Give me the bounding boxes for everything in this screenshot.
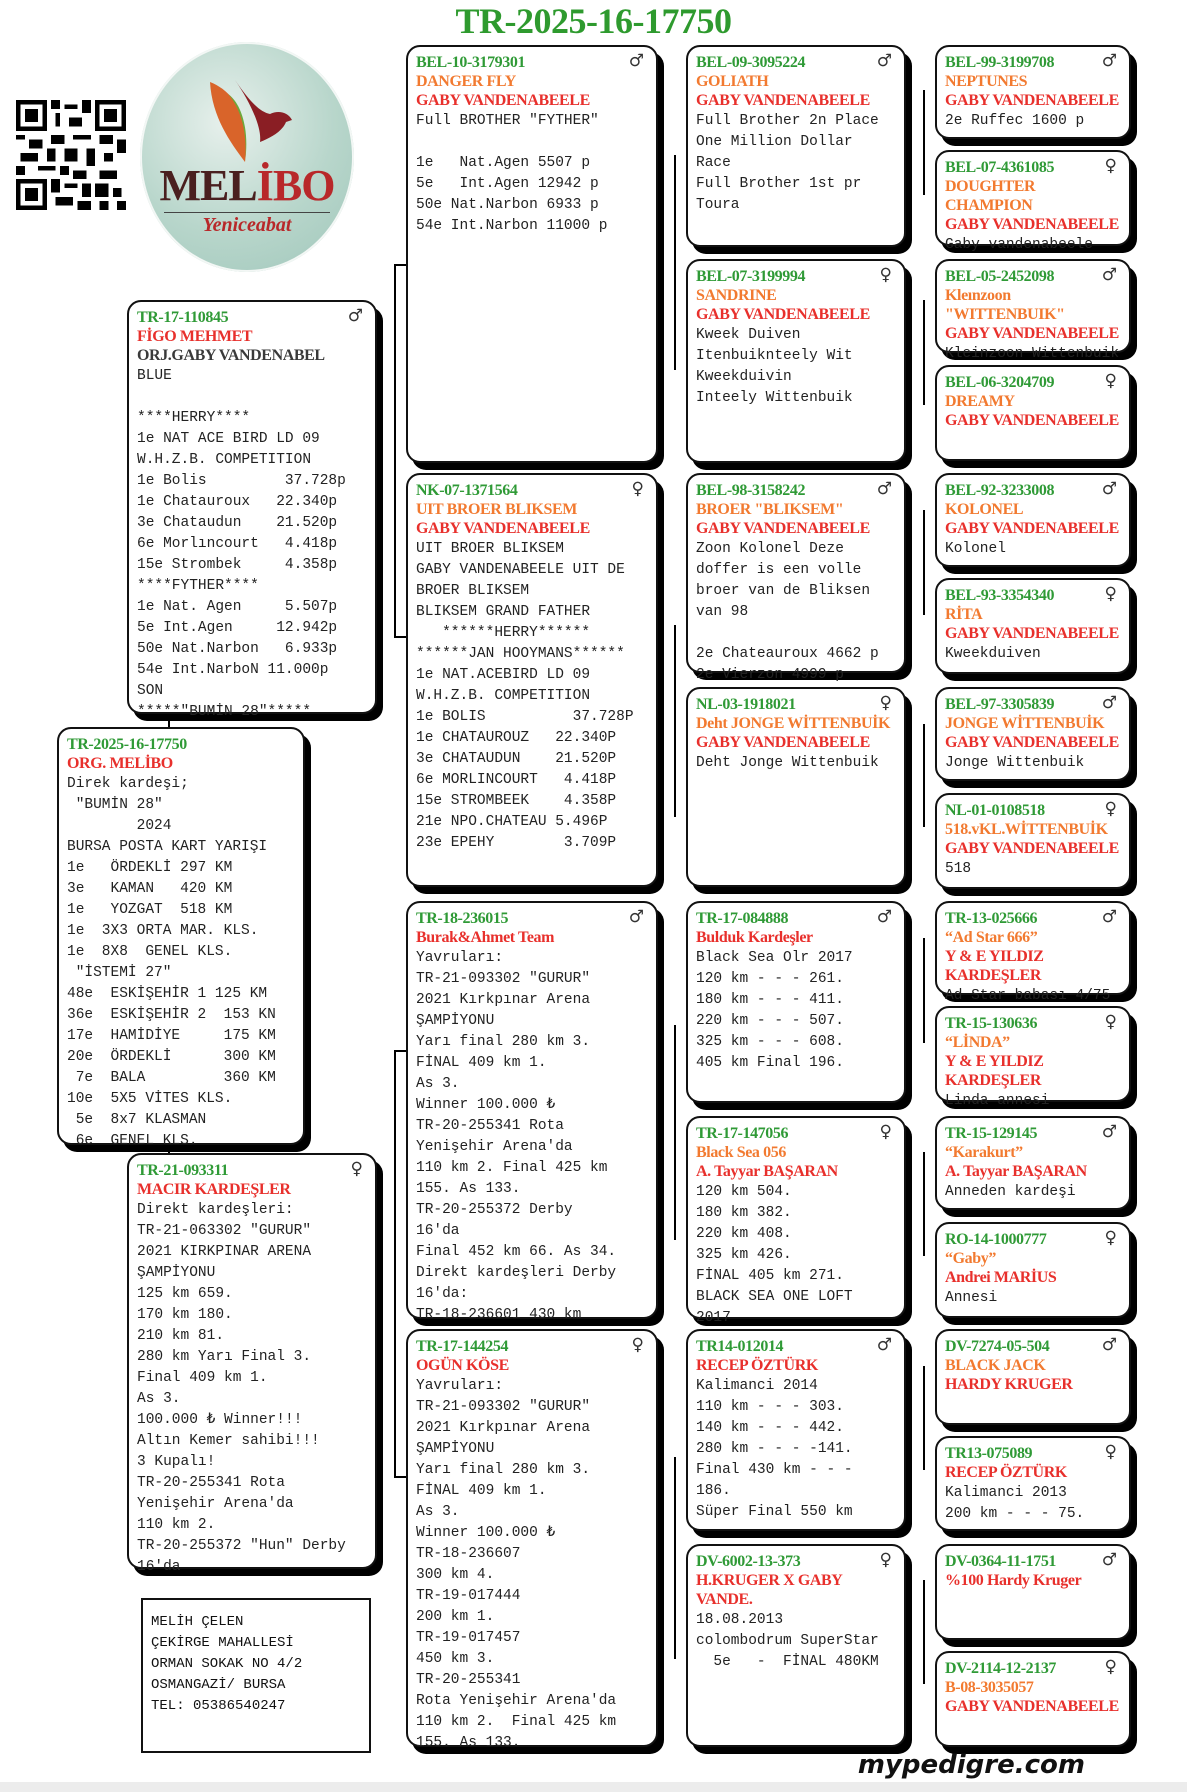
bird-name: OGÜN KÖSE	[416, 1357, 509, 1374]
connector-line	[674, 1457, 676, 1659]
bird-name: “Gaby”	[945, 1250, 996, 1267]
pedigree-card-dsds[interactable]	[935, 1116, 1131, 1210]
connector-line	[923, 724, 925, 827]
ring-number: TR13-075089	[945, 1445, 1033, 1462]
owner-name: GABY VANDENABEELE	[945, 1698, 1119, 1715]
ring-number: BEL-98-3158242	[696, 482, 806, 499]
connector-line	[923, 300, 925, 405]
owner-name: HARDY KRUGER	[945, 1376, 1073, 1393]
connector-line	[923, 90, 925, 195]
logo-brand: MELİBO	[159, 161, 335, 210]
connector-line	[923, 1580, 925, 1684]
bird-notes: UIT BROER BLIKSEM GABY VANDENABEELE UIT DE BROER BLIKSEM BLIKSEM GRAND FATHER ******HERRY****** ******JAN HOOYMANS****** 1e NAT.ACEBIRD LD 09 W.H.Z.B. COMPETITION 1e BOLIS 37.728P 1e CHATAUROUZ 22.340P 3e CHATAUDUN 21.520P 6e MORLINCOURT 4.418P 15e STROMBEEK 4.358P 21e NPO.CHATEAU 5.496P 23e EPEHY 3.709P	[416, 541, 634, 851]
bird-notes: Kolonel	[945, 541, 1006, 557]
pedigree-card-sire[interactable]	[127, 300, 377, 720]
pedigree-card-ssdd[interactable]	[935, 365, 1131, 461]
bird-notes: Anneden kardeşi	[945, 1184, 1076, 1200]
pedigree-card-sdds[interactable]	[935, 687, 1131, 781]
owner-name: %100 Hardy Kruger	[945, 1572, 1082, 1589]
pedigree-card-ssss[interactable]	[935, 45, 1131, 139]
pedigree-card-dsd[interactable]	[686, 1116, 906, 1326]
male-icon: ♂	[876, 51, 892, 71]
pedigree-card-dam-dam[interactable]	[406, 1329, 658, 1751]
ring-number: BEL-05-2452098	[945, 268, 1055, 285]
female-icon: ♀	[1104, 1012, 1117, 1032]
site-watermark[interactable]: mypedigre.com	[857, 1750, 1085, 1780]
ring-number: BEL-92-3233008	[945, 482, 1055, 499]
pedigree-card-sdd[interactable]	[686, 687, 906, 887]
ring-number: DV-7274-05-504	[945, 1338, 1050, 1355]
pedigree-card-dddd[interactable]	[935, 1651, 1131, 1747]
bird-notes: Full Brother 2n Place One Million Dollar Race Full Brother 1st pr Toura	[696, 113, 879, 213]
bird-name: “Karakurt”	[945, 1144, 1023, 1161]
bird-name: SANDRINE	[696, 287, 777, 304]
female-icon: ♀	[1104, 799, 1117, 819]
ring-number: DV-2114-12-2137	[945, 1660, 1057, 1677]
ring-number: BEL-97-3305839	[945, 696, 1055, 713]
pedigree-card-dam[interactable]	[127, 1153, 377, 1575]
pedigree-card-sdsd[interactable]	[935, 578, 1131, 674]
pedigree-card-dsdd[interactable]	[935, 1222, 1131, 1318]
bird-notes: 120 km 504. 180 km 382. 220 km 408. 325 km 426. FİNAL 405 km 271. BLACK SEA ONE LOFT 2017	[696, 1184, 853, 1326]
bird-name: RECEP ÖZTÜRK	[696, 1357, 818, 1374]
female-icon: ♀	[631, 479, 644, 499]
pedigree-card-ssd[interactable]	[686, 259, 906, 463]
pedigree-card-dssd[interactable]	[935, 1006, 1131, 1109]
female-icon: ♀	[631, 1335, 644, 1355]
owner-name: GABY VANDENABEELE	[945, 325, 1119, 342]
pedigree-card-sdss[interactable]	[935, 473, 1131, 567]
owner-name: GABY VANDENABEELE	[945, 216, 1119, 233]
bird-notes: Yavruları: TR-21-093302 "GURUR" 2021 Kırkpınar Arena ŞAMPİYONU Yarı final 280 km 3. FİNAL 409 km 1. As 3. Winner 100.000 ₺ TR-18-236607 300 km 4. TR-19-017444 200 km 1. TR-19-017457 450 km 3. TR-20-255341 Rota Yenişehir Arena'da 110 km 2. Final 425 km 155. As 133.	[416, 1378, 617, 1751]
connector-line	[394, 1050, 396, 1478]
female-icon: ♀	[879, 1550, 892, 1570]
bird-name: MACIR KARDEŞLER	[137, 1181, 291, 1198]
bird-notes: Jonge Wittenbuik	[945, 755, 1085, 771]
male-icon: ♂	[1101, 907, 1117, 927]
bird-name: DANGER FLY	[416, 73, 516, 90]
pedigree-card-ddss[interactable]	[935, 1329, 1131, 1425]
bird-notes: Linda annesi	[945, 1093, 1050, 1109]
bird-name: Deht JONGE WİTTENBUİK	[696, 715, 891, 732]
owner-name: Andrei MARİUS	[945, 1269, 1057, 1286]
ring-number: BEL-06-3204709	[945, 374, 1055, 391]
ring-number: TR-17-084888	[696, 910, 789, 927]
male-icon: ♂	[1101, 51, 1117, 71]
ring-number: NK-07-1371564	[416, 482, 518, 499]
bird-name: “Ad Star 666”	[945, 929, 1038, 946]
feather-bird-icon	[190, 72, 310, 172]
owner-name: ORJ.GABY VANDENABEL	[137, 347, 325, 364]
female-icon: ♀	[1104, 1442, 1117, 1462]
pedigree-card-sssd[interactable]	[935, 150, 1131, 253]
pedigree-card-dss[interactable]	[686, 901, 906, 1103]
bird-notes: Full BROTHER "FYTHER" 1e Nat.Agen 5507 p 5e Int.Agen 12942 p 50e Nat.Narbon 6933 p 54e Int.Narbon 11000 p	[416, 113, 608, 234]
bird-name: DOUGHTER CHAMPION	[945, 178, 1036, 214]
bird-notes: Kweekduiven	[945, 646, 1041, 662]
female-icon: ♀	[1104, 1228, 1117, 1248]
bird-name: JONGE WİTTENBUİK	[945, 715, 1105, 732]
bird-notes: Kweek Duiven Itenbuiknteely Wit Kweekduivin Inteely Wittenbuik	[696, 327, 853, 406]
male-icon: ♂	[876, 479, 892, 499]
male-icon: ♂	[347, 306, 363, 326]
ring-number: DV-6002-13-373	[696, 1553, 801, 1570]
ring-number: NL-01-0108518	[945, 802, 1045, 819]
bird-notes: Kleinzoon Wittenbuik	[945, 346, 1120, 362]
bird-notes: Direk kardeşi; "BUMİN 28" 2024 BURSA POSTA KART YARIŞI 1e ÖRDEKLİ 297 KM 3e KAMAN 420 KM 1e YOZGAT 518 KM 1e 3X3 ORTA MAR. KLS. 1e 8X8 GENEL KLS. "İSTEMİ 27" 48e ESKİŞEHİR 1 125 KM 36e ESKİŞEHİR 2 153 KN 17e HAMİDİYE 175 KM 20e ÖRDEKLİ 300 KM 7e BALA 360 KM 10e 5X5 VİTES KLS. 5e 8x7 KLASMAN 6e GENEL KLS.	[67, 776, 276, 1149]
male-icon: ♂	[1101, 693, 1117, 713]
ring-number: TR14-012014	[696, 1338, 784, 1355]
bird-name: BLACK JACK	[945, 1357, 1046, 1374]
bird-name: KOLONEL	[945, 501, 1024, 518]
bird-name: Black Sea 056	[696, 1144, 786, 1161]
male-icon: ♂	[1101, 1122, 1117, 1142]
female-icon: ♀	[1104, 584, 1117, 604]
bird-name: NEPTUNES	[945, 73, 1028, 90]
pedigree-card-dsss[interactable]	[935, 901, 1131, 1004]
bird-name: RİTA	[945, 606, 983, 623]
bird-name: UIT BROER BLIKSEM	[416, 501, 577, 518]
female-icon: ♀	[1104, 371, 1117, 391]
ring-number: DV-0364-11-1751	[945, 1553, 1057, 1570]
owner-name: GABY VANDENABEELE	[945, 734, 1119, 751]
ring-number: TR-21-093311	[137, 1162, 229, 1179]
bird-name: Kleınzoon "WITTENBUIK"	[945, 287, 1065, 323]
owner-name: GABY VANDENABEELE	[945, 92, 1119, 109]
ring-number: BEL-09-3095224	[696, 54, 806, 71]
bird-name: Burak&Ahmet Team	[416, 929, 555, 946]
ring-number: TR-2025-16-17750	[67, 736, 187, 753]
connector-line	[923, 510, 925, 615]
ring-number: TR-15-129145	[945, 1125, 1038, 1142]
connector-line	[923, 1152, 925, 1256]
owner-name: GABY VANDENABEELE	[696, 734, 870, 751]
ring-number: NL-03-1918021	[696, 696, 796, 713]
owner-name: GABY VANDENABEELE	[696, 520, 870, 537]
ring-number: TR-17-147056	[696, 1125, 789, 1142]
connector-line	[674, 625, 676, 817]
pedigree-card-sire-sire[interactable]	[406, 45, 658, 463]
owner-name: GABY VANDENABEELE	[416, 92, 590, 109]
ring-number: TR-18-236015	[416, 910, 509, 927]
owner-name: GABY VANDENABEELE	[945, 520, 1119, 537]
bird-notes: Gaby vandenabeele	[945, 237, 1093, 253]
pedigree-card-sss[interactable]	[686, 45, 906, 247]
pedigree-card-ssds[interactable]	[935, 259, 1131, 362]
pedigree-card-dam-sire[interactable]	[406, 901, 658, 1323]
qr-code-icon	[16, 94, 126, 216]
female-icon: ♀	[879, 265, 892, 285]
page-title: TR-2025-16-17750	[455, 1, 732, 41]
owner-name: Y & E YILDIZ KARDEŞLER	[945, 1053, 1044, 1089]
female-icon: ♀	[879, 693, 892, 713]
pedigree-card-ddsd[interactable]	[935, 1436, 1131, 1531]
male-icon: ♂	[628, 907, 644, 927]
logo-subtitle: Yeniceabat	[202, 214, 292, 236]
pedigree-card-ddd[interactable]	[686, 1544, 906, 1747]
pedigree-card-dds[interactable]	[686, 1329, 906, 1531]
ring-number: BEL-07-3199994	[696, 268, 806, 285]
bird-notes: Kalimanci 2014 110 km - - - 303. 140 km - - - 442. 280 km - - - -141. Final 430 km - - - 186. Süper Final 550 km	[696, 1378, 853, 1520]
bird-name: “LİNDA”	[945, 1034, 1010, 1051]
female-icon: ♀	[879, 1122, 892, 1142]
male-icon: ♂	[876, 1335, 892, 1355]
connector-line	[394, 264, 396, 638]
ring-number: BEL-10-3179301	[416, 54, 526, 71]
ring-number: TR-13-025666	[945, 910, 1038, 927]
pedigree-card-ddds[interactable]	[935, 1544, 1131, 1640]
male-icon: ♂	[1101, 265, 1117, 285]
owner-name: Y & E YILDIZ KARDEŞLER	[945, 948, 1044, 984]
owner-name: RECEP ÖZTÜRK	[945, 1464, 1067, 1481]
pedigree-card-sds[interactable]	[686, 473, 906, 683]
connector-line	[674, 155, 676, 370]
male-icon: ♂	[876, 907, 892, 927]
bird-notes: 18.08.2013 colombodrum SuperStar 5e - FİNAL 480KM	[696, 1612, 879, 1670]
bird-notes: Yavruları: TR-21-093302 "GURUR" 2021 Kırkpınar Arena ŞAMPİYONU Yarı final 280 km 3. FİNAL 409 km 1. As 3. Winner 100.000 ₺ TR-20-255341 Rota Yenişehir Arena'da 110 km 2. Final 425 km 155. As 133. TR-20-255372 Derby 16'da Final 452 km 66. As 34. Direkt kardeşleri Derby 16'da: TR-18-236601 430 km	[416, 950, 617, 1323]
male-icon: ♂	[628, 51, 644, 71]
female-icon: ♀	[350, 1159, 363, 1179]
ring-number: TR-15-130636	[945, 1015, 1038, 1032]
bottom-bar	[0, 1782, 1187, 1792]
owner-name: GABY VANDENABEELE	[945, 412, 1119, 429]
female-icon: ♀	[1104, 156, 1117, 176]
bird-name: Bulduk Kardeşler	[696, 929, 813, 946]
logo-divider	[164, 212, 330, 213]
bird-notes: 518	[945, 861, 972, 877]
bird-name: 518.vKL.WİTTENBUİK	[945, 821, 1108, 838]
female-icon: ♀	[1104, 1657, 1117, 1677]
bird-notes: Annesi	[945, 1290, 998, 1306]
bird-notes: Black Sea Olr 2017 120 km - - - 261. 180 km - - - 411. 220 km - - - 507. 325 km - - - 608. 405 km Final 196.	[696, 950, 853, 1071]
connector-line	[923, 1366, 925, 1470]
connector-line	[923, 938, 925, 1043]
bird-name: ORG. MELİBO	[67, 755, 173, 772]
owner-address: MELİH ÇELEN ÇEKİRGE MAHALLESİ ORMAN SOKAK NO 4/2 OSMANGAZİ/ BURSA TEL: 05386540247	[141, 1598, 371, 1753]
bird-name: BROER "BLIKSEM"	[696, 501, 844, 518]
owner-name: GABY VANDENABEELE	[696, 306, 870, 323]
owner-name: GABY VANDENABEELE	[416, 520, 590, 537]
male-icon: ♂	[1101, 1550, 1117, 1570]
owner-name: A. Tayyar BAŞARAN	[696, 1163, 838, 1180]
bird-name: H.KRUGER X GABY VANDE.	[696, 1572, 843, 1608]
bird-name: B-08-3035057	[945, 1679, 1034, 1696]
bird-name: FİGO MEHMET	[137, 328, 253, 345]
pedigree-card-sddd[interactable]	[935, 793, 1131, 889]
bird-notes: Zoon Kolonel Deze doffer is een volle broer van de Bliksen van 98 2e Chateauroux 4662 p 2e Vierzon 4999 p	[696, 541, 879, 683]
bird-notes: Ad Star babası 4/75	[945, 988, 1111, 1004]
bird-name: DREAMY	[945, 393, 1015, 410]
bird-notes: BLUE ****HERRY**** 1e NAT ACE BIRD LD 09 W.H.Z.B. COMPETITION 1e Bolis 37.728p 1e Chatauroux 22.340p 3e Chataudun 21.520p 6e Morlıncourt 4.418p 15e Strombek 4.358p ****FYTHER**** 1e Nat. Agen 5.507p 5e Int.Agen 12.942p 50e Nat.Narbon 6.933p 54e Int.NarboN 11.000p SON *****"BUMİN 28"*****	[137, 368, 346, 720]
connector-line	[674, 1025, 676, 1240]
bird-notes: Deht Jonge Wittenbuik	[696, 755, 879, 771]
pedigree-card-subject[interactable]	[57, 727, 305, 1149]
male-icon: ♂	[1101, 1335, 1117, 1355]
ring-number: BEL-07-4361085	[945, 159, 1055, 176]
owner-name: GABY VANDENABEELE	[945, 840, 1119, 857]
ring-number: TR-17-144254	[416, 1338, 509, 1355]
ring-number: BEL-93-3354340	[945, 587, 1055, 604]
owner-name: GABY VANDENABEELE	[696, 92, 870, 109]
bird-notes: Direkt kardeşleri: TR-21-063302 "GURUR" 2021 KIRKPINAR ARENA ŞAMPİYONU 125 km 659. 170 km 180. 210 km 81. 280 km Yarı Final 3. Final 409 km 1. As 3. 100.000 ₺ Winner!!! Altın Kemer sahibi!!! 3 Kupalı! TR-20-255341 Rota Yenişehir Arena'da 110 km 2. TR-20-255372 "Hun" Derby 16'da	[137, 1202, 346, 1575]
ring-number: RO-14-1000777	[945, 1231, 1047, 1248]
ring-number: BEL-99-3199708	[945, 54, 1055, 71]
owner-name: GABY VANDENABEELE	[945, 625, 1119, 642]
male-icon: ♂	[1101, 479, 1117, 499]
melibo-logo	[140, 42, 354, 272]
pedigree-card-sire-dam[interactable]	[406, 473, 658, 887]
bird-name: GOLIATH	[696, 73, 769, 90]
bird-notes: 2e Ruffec 1600 p	[945, 113, 1085, 129]
ring-number: TR-17-110845	[137, 309, 229, 326]
bird-notes: Kalimanci 2013 200 km - - - 75.	[945, 1485, 1085, 1522]
owner-name: A. Tayyar BAŞARAN	[945, 1163, 1087, 1180]
